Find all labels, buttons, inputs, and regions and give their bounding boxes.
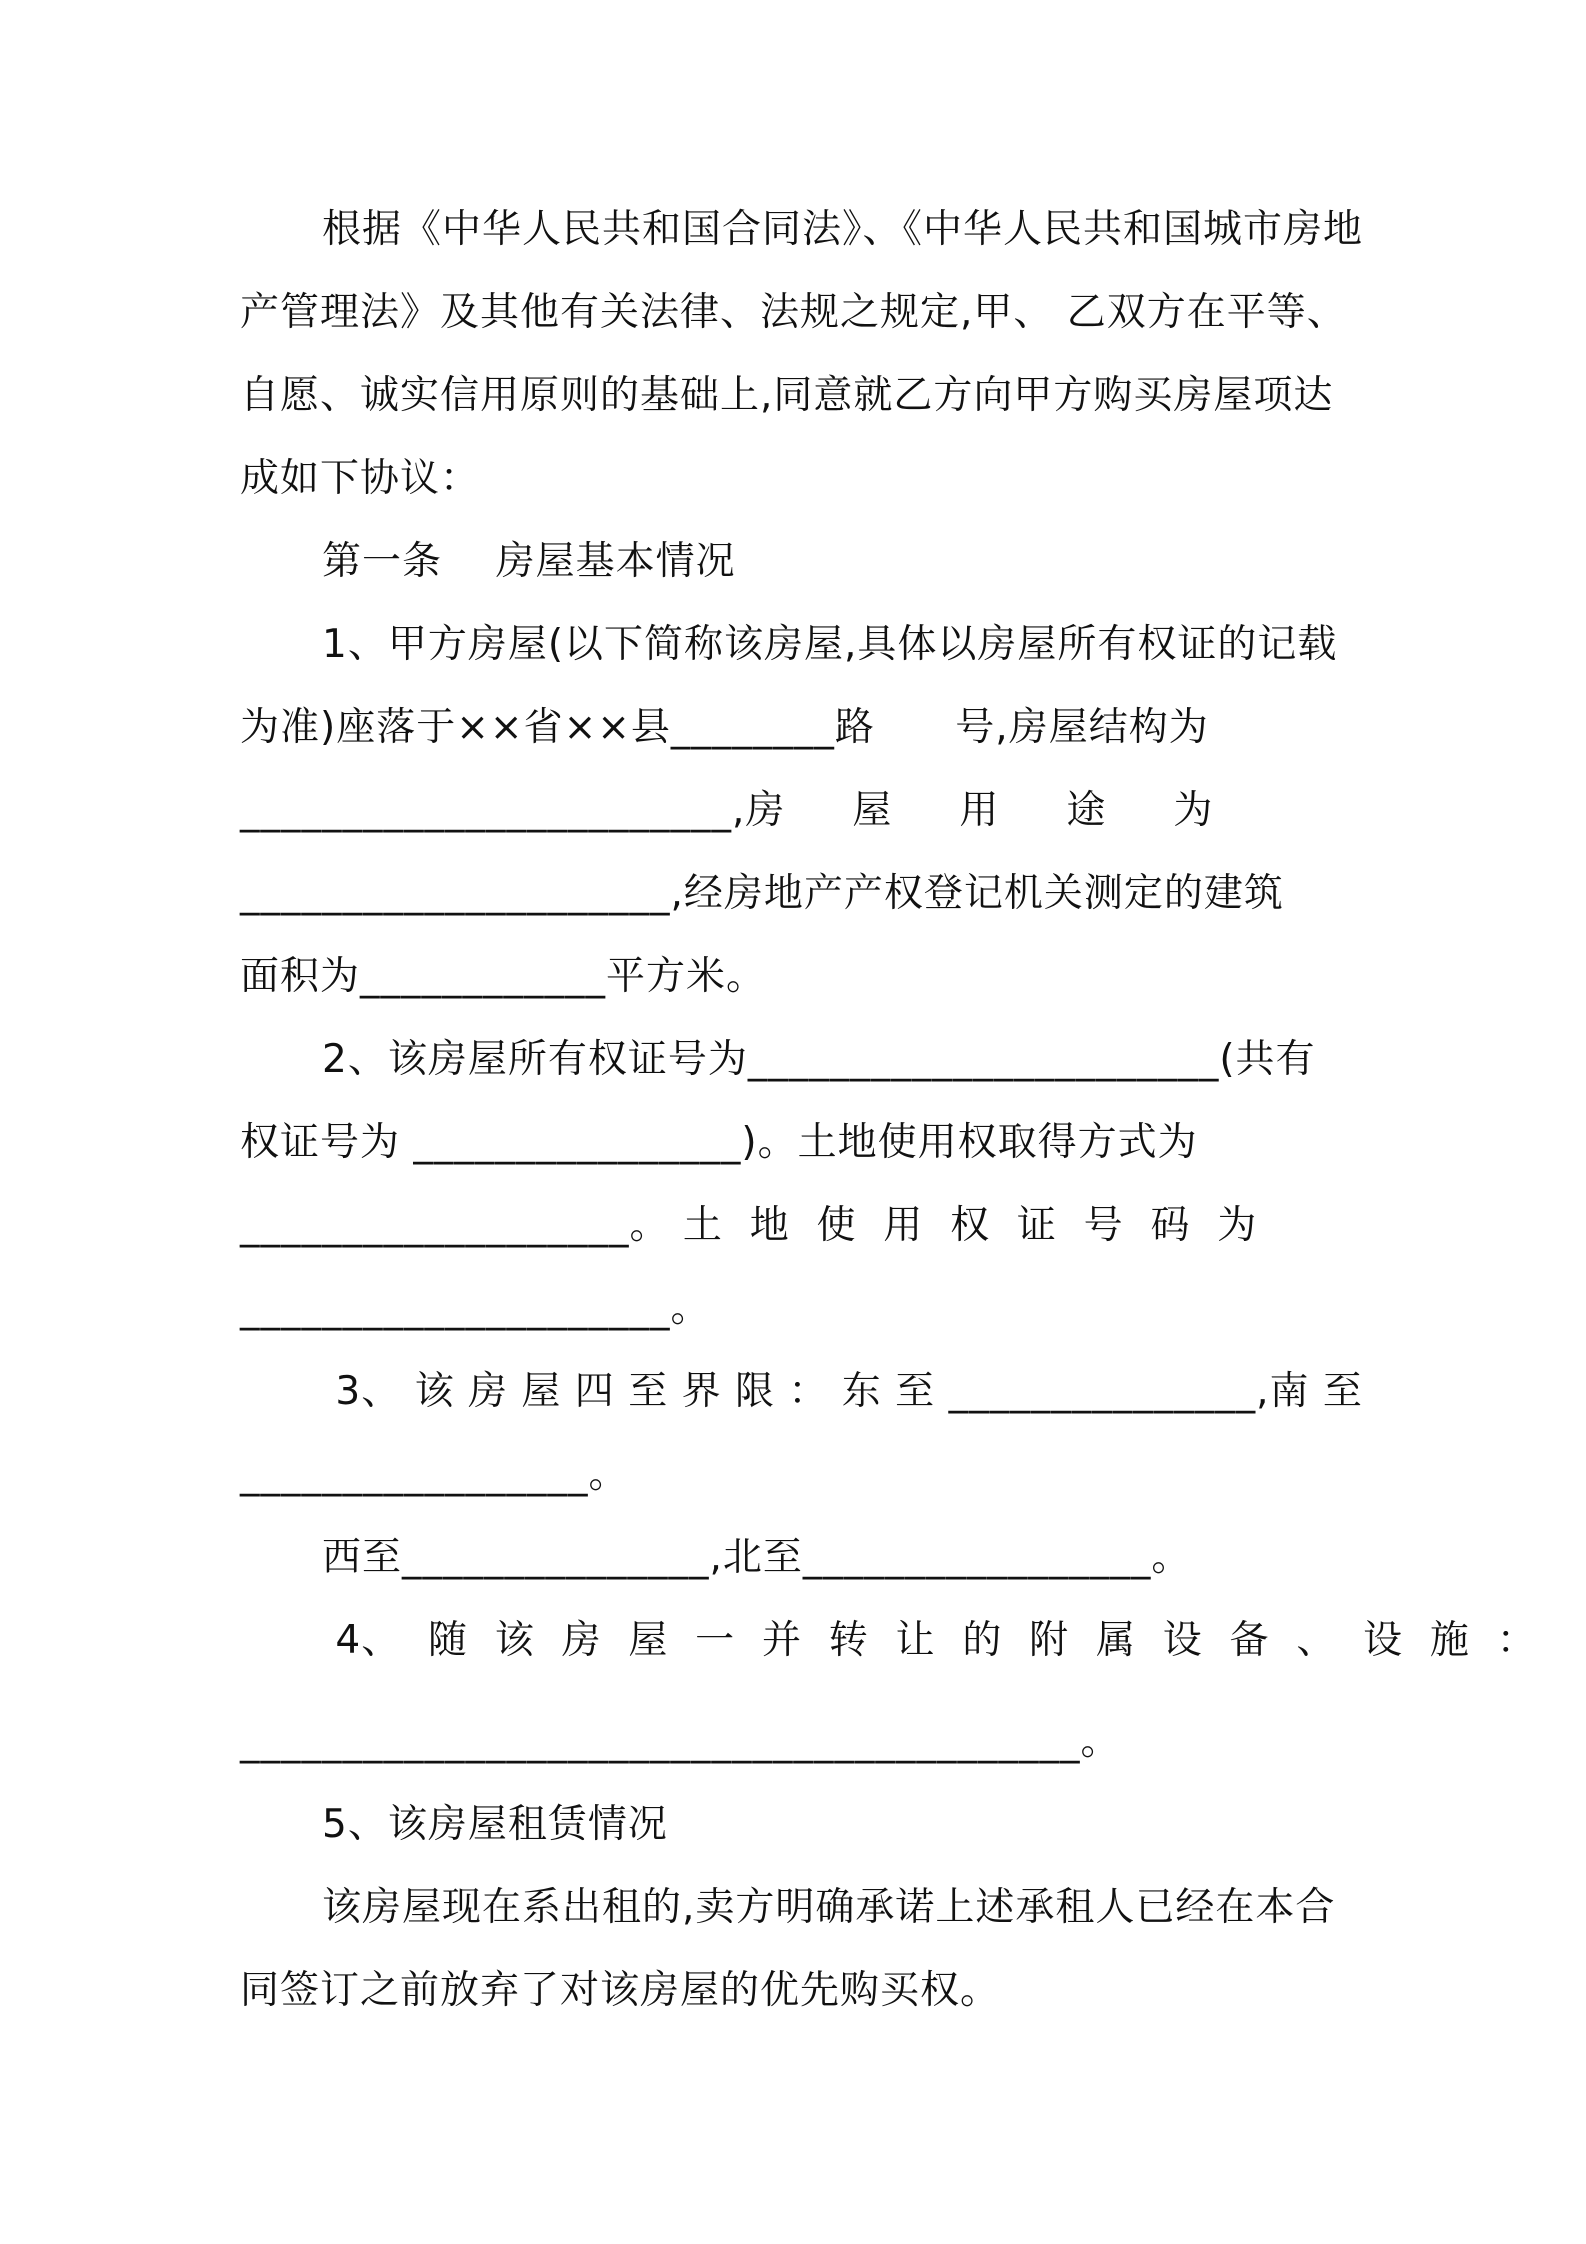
- item3-line-1: 3、 该 房 屋 四 至 界 限 ： 东 至 _______________,南 至: [322, 1369, 1363, 1414]
- item2-line-4: _____________________。: [240, 1286, 711, 1331]
- intro-line-1: 根据《中华人民共和国合同法》、《中华人民共和国城市房地: [322, 207, 1364, 252]
- item2-line-2: 权证号为 ________________)。土地使用权取得方式为: [240, 1120, 1198, 1165]
- item5-heading: 5、该房屋租赁情况: [322, 1802, 668, 1847]
- item3-line-3: 西至_______________,北至_________________。: [322, 1535, 1192, 1580]
- intro-line-3: 自愿、诚实信用原则的基础上,同意就乙方向甲方购买房屋项达: [240, 373, 1334, 418]
- intro-line-4: 成如下协议：: [240, 456, 481, 501]
- item1-line-1: 1、甲方房屋(以下简称该房屋,具体以房屋所有权证的记载: [322, 622, 1338, 667]
- intro-line-2: 产管理法》及其他有关法律、法规之规定,甲、 乙双方在平等、: [240, 290, 1347, 335]
- item2-line-1: 2、该房屋所有权证号为_______________________(共有: [322, 1037, 1316, 1082]
- item4-line-1: 4、 随 该 房 屋 一 并 转 让 的 附 属 设 备 、 设 施 ：: [322, 1618, 1537, 1663]
- item5-line-2: 同签订之前放弃了对该房屋的优先购买权。: [240, 1968, 1001, 2013]
- item1-line-2: 为准)座落于××省××县________路 号,房屋结构为: [240, 705, 1209, 750]
- item1-line-3: ________________________,房 屋 用 途 为: [240, 788, 1214, 833]
- article1-heading: 第一条 房屋基本情况: [322, 539, 736, 584]
- item1-line-5: 面积为____________平方米。: [240, 954, 767, 999]
- item1-line-4: _____________________,经房地产产权登记机关测定的建筑: [240, 871, 1284, 916]
- item5-line-1: 该房屋现在系出租的,卖方明确承诺上述承租人已经在本合: [322, 1885, 1336, 1930]
- item4-line-2: _________________________________________。: [240, 1719, 1121, 1764]
- item2-line-3: ___________________。 土 地 使 用 权 证 号 码 为: [240, 1203, 1258, 1248]
- item3-line-2: _________________。: [240, 1452, 629, 1497]
